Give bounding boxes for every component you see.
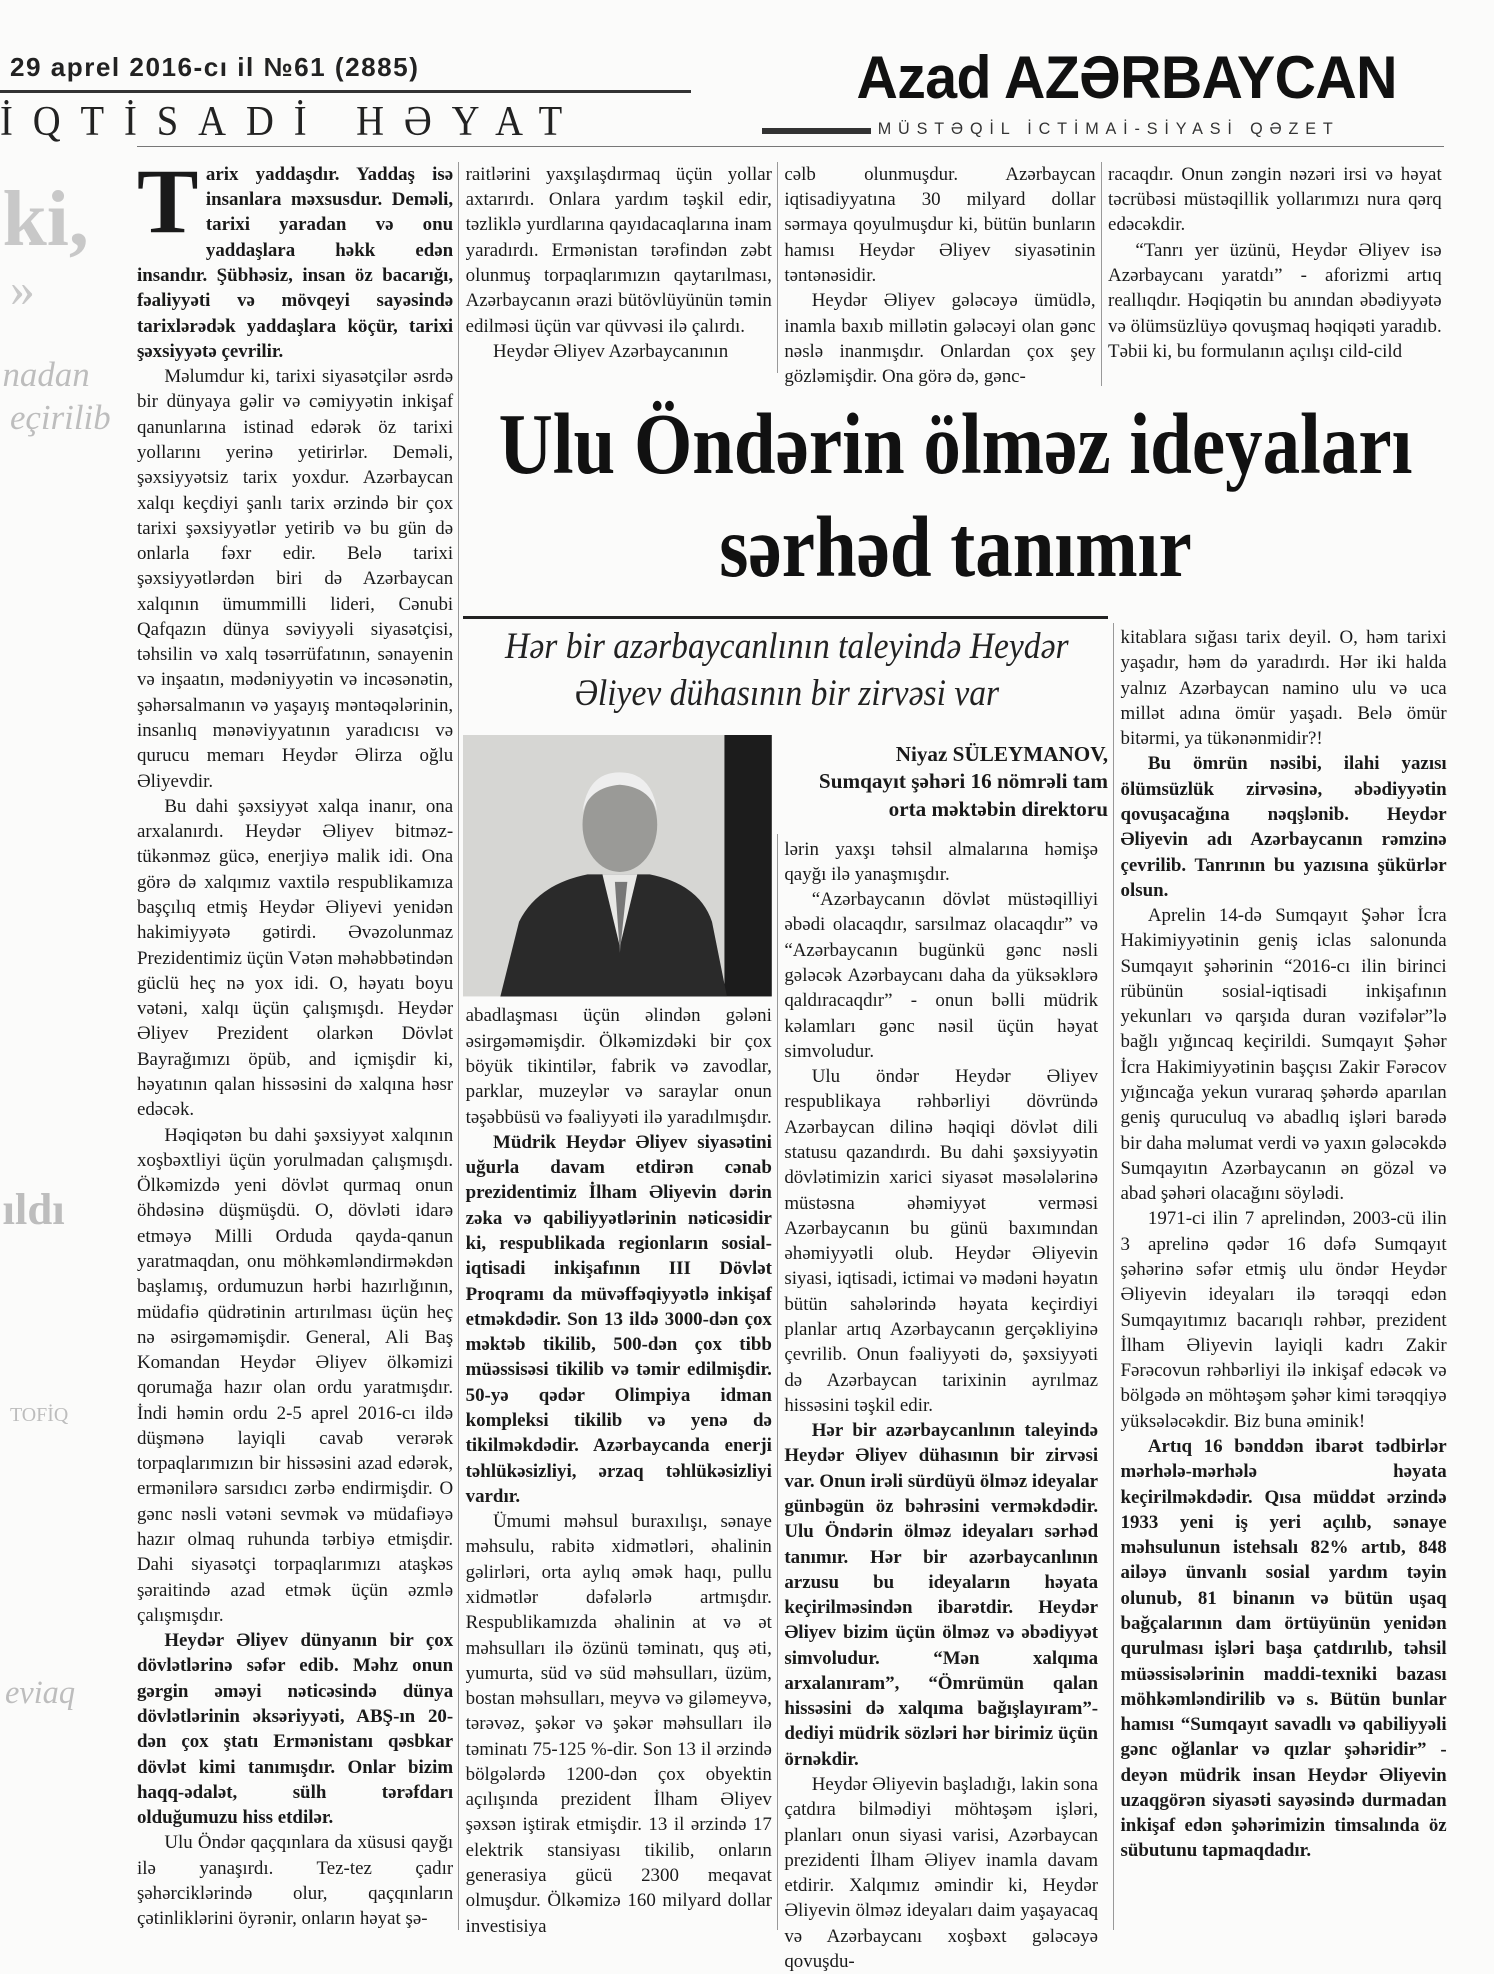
author-name: Niyaz SÜLEYMANOV, bbox=[895, 741, 1109, 766]
headline-rule bbox=[463, 616, 1108, 618]
paragraph-text: racaqdır. Onun zəngin nəzəri irsi və həyat təcrübəsi müstəqillik yollarımızı nura qərq edəcəkdir. bbox=[1108, 163, 1442, 236]
author-title: Sumqayıt şəhəri 16 nömrəli tam orta məktəbin direktoru bbox=[818, 769, 1109, 821]
article-paragraph bbox=[1121, 1206, 1447, 1434]
paragraph-text: cəlb olunmuşdur. Azərbaycan iqtisadiyyatına 30 milyard dollar sərmaya qoyulmuşdur ki, bütün bunların hamısı Heydər Əliyev siyasətinin təntənəsidir. bbox=[784, 163, 1096, 286]
article-paragraph bbox=[1121, 625, 1447, 751]
article-paragraph bbox=[137, 1830, 453, 1931]
paragraph-text: Müdrik Heydər Əliyev siyasətini uğurla davam etdirən cənab prezidentimiz İlham Əliyevin dərin zəka və qabiliyyətlərinin nəticəsidir ki, respublikada regionların sosial-iqtisadi inkişafının III Dövlət Proqramı da müvəffəqiyyətlə inkişaf etməkdədir. Son 13 ildə 3000-dən çox məktəb tikilib, 500-dən çox tibb müəssisəsi tikilib və təmir edilmişdir. 50-yə qədər Olimpiya idman kompleksi tikilib və yenə də tikilməkdədir. Azərbaycanda enerji təhlükəsizliyi, ərzaq təhlükəsizliyi vardır. bbox=[465, 1131, 772, 1507]
article-paragraph bbox=[1121, 903, 1447, 1206]
header-rule bbox=[0, 90, 691, 94]
side-fragment: ıldı bbox=[2, 1183, 65, 1234]
article-paragraph bbox=[784, 1772, 1098, 1974]
header-divider bbox=[137, 146, 1444, 147]
article-paragraph bbox=[137, 1628, 453, 1830]
drop-cap: T bbox=[136, 150, 199, 253]
paragraph-text: “Tanrı yer üzünü, Heydər Əliyev isə Azərbaycanı yaratdı” - aforizmi artıq reallıqdır. Həqiqətin bu anından əbədiyyətə və ölümsüzlüyə qovuşmaq həqiqəti yaradıb. Təbii ki, bu formulanın açılışı cild-cild bbox=[1108, 239, 1442, 362]
article-paragraph bbox=[784, 1064, 1098, 1418]
paragraph-text: Ulu öndər Heydər Əliyev respublikaya rəhbərliyi dövründə Azərbaycan dilinə həqiqi dövlət dili statusu qazandırdı. Bu dahi şəxsiyyətin dövlətimizin xarici siyasət məsələlərinə müstəsna əhəmiyyət verməsi Azərbaycanın bu günü baxımından əhəmiyyətli olub. Heydər Əliyevin siyasi, iqtisadi, ictimai və mədəni həyatın bütün sahələrində həyata keçirdiyi planlar artıq Azərbaycanın gerçəkliyinə çevrilib. Onun fəaliyyəti də, şəxsiyyəti də Azərbaycan tarixinin ayrılmaz hissəsini təşkil edir. bbox=[784, 1066, 1099, 1416]
column-rule bbox=[1101, 162, 1102, 386]
article-paragraph bbox=[784, 837, 1098, 888]
paragraph-text: Ümumi məhsul buraxılışı, sənaye məhsulu, rabitə xidmətləri, əhalinin gəlirləri, orta aylıq əmək haqı, pullu xidmətlər dəfələrlə artmışdır. Respublikamızda əhalinin at və ət məhsulları ilə özünü təminatı, quş əti, yumurta, süd və süd məhsulları, üzüm, bostan məhsulları, meyvə və giləmeyvə, tərəvəz, şəkər və şəkər məhsulları ilə təminatı 75-125 %-dir. Son 13 il ərzində bölgələrdə 1200-dən çox obyektin açılışında prezident İlham Əliyev şəxsən iştirak etmişdir. 13 il ərzində 17 elektrik stansiyası tikilib, onların generasiya gücü 2300 meqavat olmuşdur. Ölkəmizə 160 milyard dollar investisiya bbox=[465, 1511, 772, 1937]
issue-date: 29 aprel 2016-cı il №61 (2885) bbox=[9, 52, 420, 83]
article-paragraph bbox=[466, 1003, 772, 1129]
paragraph-text: Məlumdur ki, tarixi siyasətçilər əsrdə bir dünyaya gəlir və cəmiyyətin inkişaf qanunlarına istinad edərək öz tarixi yollarını yerinə yetirirlər. Deməli, şəxsiyyətsiz tarix yoxdur. Azərbaycan xalqı keçdiyi şanlı tarix ərzində bir çox tarixi şəxsiyyətlər yetirib və bu gün də onlarla fəxr edir. Belə tarixi şəxsiyyətlərdən biri də Azərbaycan xalqının ümummilli lideri, Cənubi Qafqazın dünya səviyyəli siyasətçisi, təhsilin və xalq təsərrüfatının, sənayenin və inşaatın, mədəniyyətin və incəsənətin, şəhərsalmanın və yaşayış məntəqələrinin, insanlıq mənəviyyatının yaradıcısı və qurucu memarı Heydər Əlirza oğlu Əliyevdir. bbox=[136, 366, 454, 792]
paragraph-text: Bu dahi şəxsiyyət xalqa inanır, ona arxalanırdı. Heydər Əliyev bitməz-tükənməz gücə, enerjiyə malik idi. Ona görə də xalqımız vaxtilə respublikamıza başçılıq etmiş Heydər Əliyevi yenidən hakimiyyətə gətirdi. Əvəzolunmaz Prezidentimiz üçün Vətən məhəbbətindən güclü heç nə yox idi. O, həyatı boyu vətəni, xalqı üçün çalışmışdı. Heydər Əliyev Prezident olarkən Dövlət Bayrağımızı öpüb, and içmişdir ki, həyatının qalan hissəsini də xalqına həsr edəcək. bbox=[136, 795, 454, 1121]
article-column-3-bottom bbox=[784, 837, 1099, 1972]
column-rule bbox=[1113, 623, 1114, 1930]
article-paragraph bbox=[1121, 751, 1447, 903]
side-fragment: TOFİQ bbox=[9, 1404, 69, 1427]
article-column-1 bbox=[136, 150, 454, 1930]
newspaper-tagline: MÜSTƏQİL İCTİMAİ-SİYASİ QƏZET bbox=[877, 119, 1340, 138]
paragraph-text: Heydər Əliyev gələcəyə ümüdlə, inamla baxıb millətin gələcəyi olan gənc nəslə inanmışdır. Onlardan çox şey gözləmişdir. Ona görə də, gənc- bbox=[784, 290, 1096, 388]
paragraph-text: Heydər Əliyev Azərbaycanının bbox=[493, 340, 729, 362]
column-rule bbox=[458, 162, 459, 1930]
paragraph-text: abadlaşması üçün əlindən gələni əsirgəməmişdir. Ölkəmizdəki bir çox böyük tikintilər, fabrik və zavodlar, parklar, muzeylər və saraylar onun təşəbbüsü və fəaliyyəti ilə yaradılmışdır. bbox=[465, 1005, 772, 1128]
article-paragraph bbox=[784, 288, 1095, 389]
article-paragraph bbox=[466, 339, 772, 364]
author-byline bbox=[782, 741, 1108, 823]
article-paragraph bbox=[1108, 238, 1442, 364]
article-paragraph bbox=[784, 162, 1095, 288]
section-title: İQTİSADİ HƏYAT bbox=[0, 98, 583, 145]
article-paragraph bbox=[137, 1123, 453, 1629]
logo-rule bbox=[762, 128, 872, 134]
paragraph-text: Bu ömrün nəsibi, ilahi yazısı ölümsüzlük zirvəsinə, əbədiyyətin qovuşacağına nəqşlənib. Heydər Əliyevin adı Azərbaycanın rəmzinə çevrilib. Tanrının bu yazısına şükürlər olsun. bbox=[1120, 753, 1447, 901]
paragraph-text: Həqiqətən bu dahi şəxsiyyət xalqının xoşbəxtliyi üçün yorulmadan çalışmışdı. Ölkəmizdə yeni dövlət qurmaq onun öhdəsinə düşmüşdü. O, dövləti idarə etməyə Milli Orduda qayda-qanun yaratmaqdan, onu möhkəmləndirməkdən başlamış, ordumuzun hərbi hazırlığının, müdafiə qüdrətinin artırılması üçün heç nə əsirgəməmişdir. General, Ali Baş Komandan Heydər Əliyev ölkəmizi qorumağa hazır olan ordu yaratmışdır. İndi həmin ordu 2-5 aprel 2016-cı ildə düşmənə layiqli cavab verərək torpaqlarımızın bir hissəsini azad edərək, ermənilərə sarsıdıcı zərbə endirmişdir. O gənc nəsli vətəni sevmək və müdafiəyə hazır olmaq ruhunda tərbiyə etmişdir. Dahi siyasətçi torpaqlarımızı ataşkəs şəraitində azad etmək üçün əzmlə çalışmışdır. bbox=[136, 1124, 454, 1626]
article-paragraph bbox=[1121, 1434, 1447, 1864]
side-fragment: » bbox=[9, 262, 35, 318]
article-paragraph bbox=[137, 794, 453, 1123]
paragraph-text: Artıq 16 bənddən ibarət tədbirlər mərhələ-mərhələ həyata keçirilməkdədir. Qısa müddət ərzində 1933 yeni iş yeri açılıb, sənaye məhsulunun istehsalı 82% artıb, 848 ailəyə ünvanlı sosial yardım təyin olunub, 81 binanın və bütün uşaq bağçalarının dam örtüyünün yenidən qurulması işləri başa çatdırılıb, təhsil müəssisələrinin maddi-texniki bazası möhkəmləndirilib və s. Bütün bunlar hamısı “Sumqayıt savadlı və qabiliyyəli gənc oğlanlar və qızlar şəhəridir” - deyən müdrik insan Heydər Əliyevin uzaqgörən siyasəti sayəsində durmadan inkişaf edən şəhərimizin timsalında öz sübutunu tapmaqdadır. bbox=[1120, 1435, 1447, 1862]
article-column-2-top bbox=[466, 162, 772, 374]
side-fragment: eviaq bbox=[4, 1674, 76, 1711]
article-subheadline: Hər bir azərbaycanlının taleyində Heydər Əliyev dühasının bir zirvəsi var bbox=[505, 625, 1069, 714]
article-column-4-bottom bbox=[1121, 625, 1447, 1932]
paragraph-text: Heydər Əliyevin başladığı, lakin sona çatdıra bilmədiyi möhtəşəm işləri, planları onun siyasi varisi, Azərbaycan prezidenti İlham Əliyev inamla davam etdirir. Xalqımız əmindir ki, Heydər Əliyevin ölməz ideyaları daim yaşayacaq və Azərbaycanı xoşbəxt gələcəyə qovuşdu- bbox=[784, 1774, 1099, 1972]
paragraph-text: lərin yaxşı təhsil almalarına həmişə qayğı ilə yanaşmışdır. bbox=[784, 838, 1099, 885]
article-column-2-bottom bbox=[465, 1003, 772, 1937]
side-fragment: eçirilib bbox=[9, 398, 111, 438]
paragraph-text: “Azərbaycanın dövlət müstəqilliyi əbədi olacaqdır, sarsılmaz olacaqdır” və “Azərbaycanın bugünkü gənc nəsli gələcək Azərbaycanı daha da yüksəklərə qaldıracaqdır” - onun bəlli müdrik kəlamları gənc nəsil üçün həyat simvoludur. bbox=[784, 889, 1099, 1062]
paragraph-text: Heydər Əliyev dünyanın bir çox dövlətlərinə səfər edib. Məhz onun gərgin əməyi nəticəsində dünya dövlətlərinin əksəriyyəti, ABŞ-ın 20-dən çox ştatı Ermənistanı qəsbkar dövlət kimi tanımışdır. Onlar bizim haqq-ədalət, sülh tərəfdarı olduğumuzu hiss etdilər. bbox=[136, 1630, 454, 1829]
paragraph-text: raitlərini yaxşılaşdırmaq üçün yollar axtarırdı. Onlara yardım təşkil edir, təzliklə yurdlarına qayıdacaqlarına inam yaradırdı. Ermənistan tərəfindən zəbt olunmuş torpaqlarımızın qaytarılması, Azərbaycanın ərazi bütövlüyünün təmin edilməsi üçün var qüvvəsi ilə çalırdı. bbox=[465, 163, 772, 337]
article-paragraph bbox=[784, 1418, 1098, 1772]
paragraph-text: 1971-ci ilin 7 aprelindən, 2003-cü ilin 3 aprelinə qədər 16 dəfə Sumqayıt şəhərinə səfər etmiş ulu öndər Heydər Əliyevin ideyaları ilə tərəqqi edən Sumqayıtımız bacarıqlı rəhbər, prezident İlham Əliyevin layiqli kadrı Zakir Fərəcovun rəhbərliyi ilə inkişaf edəcək və bölgədə ən möhtəşəm şəhər kimi tərəqqiyə yüksələcəkdir. Biz buna əminik! bbox=[1120, 1208, 1447, 1432]
column-rule bbox=[777, 834, 778, 1930]
paragraph-text: kitablara sığası tarix deyil. O, həm tarixi yaşadır, həm də yaradırdı. Hər iki halda yalnız Azərbaycan namino ulu və uca millət adına ömür yaşadı. Belə ömür bitərmi, ya tükənənmidir?! bbox=[1120, 626, 1447, 750]
article-paragraph bbox=[137, 364, 453, 794]
article-paragraph bbox=[1108, 162, 1442, 238]
paragraph-text: Ulu Öndər qaçqınlara da xüsusi qayğı ilə yanaşırdı. Tez-tez çadır şəhərciklərində olur, qaçqınların çətinliklərini öyrənir, onların həyat şə- bbox=[136, 1832, 454, 1930]
article-headline: Ulu Öndərin ölməz ideyaları sərhəd tanımır bbox=[498, 395, 1413, 595]
newspaper-logo: Azad AZƏRBAYCAN bbox=[856, 44, 1397, 112]
column-rule bbox=[777, 162, 778, 374]
article-paragraph bbox=[466, 1509, 772, 1939]
article-paragraph bbox=[784, 887, 1098, 1064]
side-fragment: ki, bbox=[2, 175, 89, 264]
side-fragment: nadan bbox=[2, 354, 90, 394]
author-photo bbox=[463, 735, 772, 996]
article-column-4-top bbox=[1108, 162, 1442, 389]
paragraph-text: Aprelin 14-də Sumqayıt Şəhər İcra Hakimiyyətinin geniş iclas salonunda Sumqayıt şəhərinin “2016-cı ilin birinci rübünün sosial-iqtisadi inkişafının yekunları və qarşıda duran vəzifələr”lə bağlı yığıncaq keçirildi. Sumqayıt Şəhər İcra Hakimiyyətinin başçısı Zakir Fərəcov yığıncağa yekun vuraraq şəhərdə aparılan geniş quruculuq və abadlıq işləri barədə bir daha məlumat verdi və yaxın gələcəkdə Sumqayıtın Azərbaycanın ən gözəl və abad şəhəri olacağını söylədi. bbox=[1120, 905, 1447, 1205]
article-paragraph bbox=[466, 1130, 772, 1509]
paragraph-text: Hər bir azərbaycanlının taleyində Heydər Əliyev dühasının bir zirvəsi var. Onun irəli sürdüyü ölməz ideyalar günbəgün öz bəhrəsini verməkdədir. Ulu Öndərin ölməz ideyaları sərhəd tanımır. Hər bir azərbaycanlının arzusu bu ideyaların həyata keçirilməsindən ibarətdir. Heydər Əliyev bizim üçün ölməz və əbədiyyət simvoludur. “Mən xalqıma arxalanıram”, “Ömrümün qalan hissəsini də xalqıma bağışlayıram”- dediyi müdrik sözləri hər birimiz üçün örnəkdir. bbox=[784, 1420, 1099, 1770]
article-column-3-top bbox=[784, 162, 1096, 388]
paragraph-text: arix yaddaşdır. Yaddaş isə insanlara məxsusdur. Deməli, tarixi yaradan və onu yaddaşlara həkk edən insandır. Şübhəsiz, insan öz bacarığı, fəaliyyəti və mövqeyi sayəsində tarixlərədək yaddaşlara köçür, tarixi şəxsiyyətə çevrilir. bbox=[136, 163, 454, 362]
article-paragraph bbox=[466, 162, 772, 339]
article-paragraph bbox=[136, 150, 454, 364]
